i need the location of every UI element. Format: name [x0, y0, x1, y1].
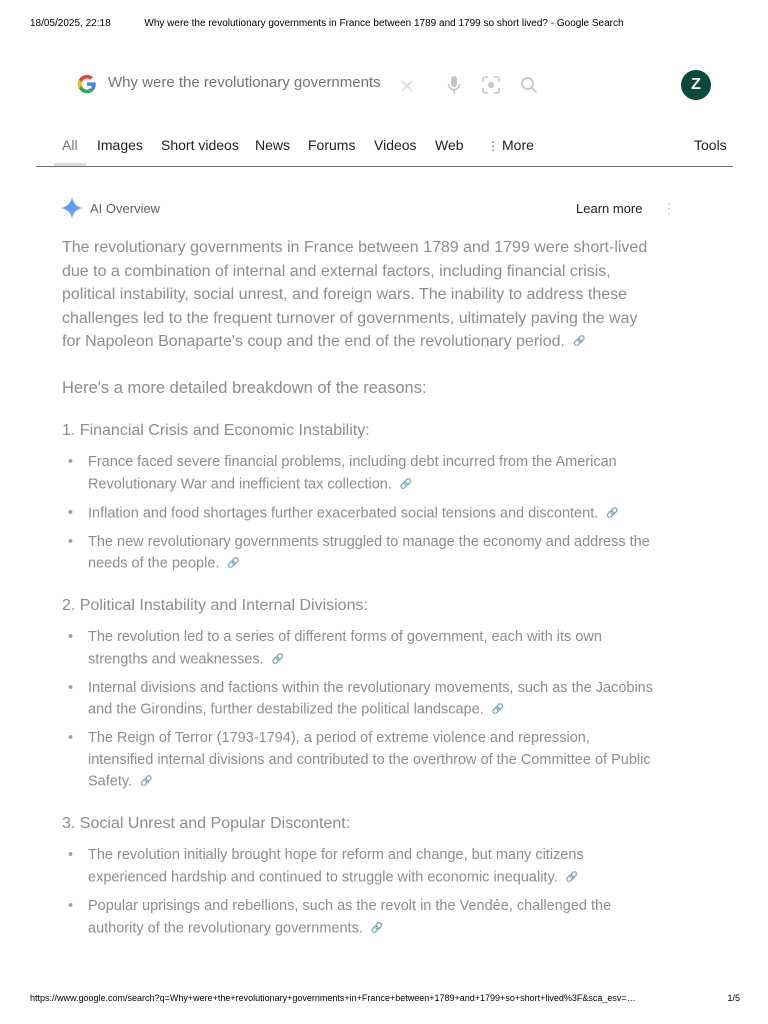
list-item — [88, 452, 654, 496]
lens-icon[interactable] — [480, 74, 502, 96]
list-item — [88, 845, 654, 889]
section-list — [62, 627, 654, 793]
list-item — [88, 532, 654, 576]
link-icon[interactable]: 🔗 — [606, 507, 619, 519]
link-icon[interactable]: 🔗 — [370, 922, 384, 934]
section-list — [62, 452, 654, 575]
list-item — [88, 503, 654, 525]
link-icon[interactable]: 🔗 — [140, 776, 153, 788]
clear-icon[interactable] — [396, 75, 418, 97]
search-icon[interactable] — [518, 74, 540, 96]
list-item-text: Inflation and food shortages further exacerbated social tensions and discontent. — [88, 505, 599, 522]
tab-more-label: More — [502, 137, 534, 153]
learn-more-link[interactable]: Learn more — [576, 201, 643, 216]
ai-sparkle-icon — [60, 196, 84, 220]
breakdown-heading: Here's a more detailed breakdown of the reasons: — [62, 378, 427, 397]
tab-images[interactable]: Images — [97, 137, 143, 153]
section-heading: 1. Financial Crisis and Economic Instability: — [62, 422, 370, 440]
ai-overview-intro — [62, 236, 654, 354]
print-title: Why were the revolutionary governments in France between 1789 and 1799 so short lived? - Google Search — [144, 18, 624, 29]
tab-web[interactable]: Web — [435, 137, 464, 153]
section-list — [62, 845, 654, 939]
list-item — [88, 678, 654, 722]
list-item-text: Popular uprisings and rebellions, such as the revolt in the Vendée, challenged the authority of the revolutionary governments. — [88, 898, 612, 937]
tab-forums[interactable]: Forums — [308, 137, 356, 153]
list-item-text: France faced severe financial problems, including debt incurred from the American Revolutionary War and inefficient tax collection. — [88, 454, 617, 493]
mic-icon[interactable] — [444, 74, 464, 96]
list-item — [88, 728, 654, 793]
tab-more[interactable] — [487, 137, 534, 153]
list-item-text: The new revolutionary governments struggled to manage the economy and address the needs of the people. — [88, 533, 650, 572]
search-tabs — [36, 137, 733, 167]
tools-button[interactable]: Tools — [694, 137, 727, 153]
list-item-text: The revolution led to a series of different forms of government, each with its own strengths and weaknesses. — [88, 629, 602, 668]
section-heading: 3. Social Unrest and Popular Discontent: — [62, 815, 351, 833]
account-avatar[interactable]: Z — [681, 70, 711, 100]
intro-text: The revolutionary governments in France between 1789 and 1799 were short-lived due to a combination of internal and external factors, including financial crisis, political instability, social unrest, and foreign wars. The inability to address these challenges led to the frequent turnover of governments, ultimately paving the way for Napoleon Bonaparte's coup and the end of the revolutionary period. — [62, 239, 648, 350]
print-date: 18/05/2025, 22:18 — [30, 18, 111, 29]
link-icon[interactable]: 🔗 — [399, 478, 413, 490]
active-tab-indicator — [54, 163, 86, 166]
list-item — [88, 627, 654, 671]
google-logo-icon[interactable] — [76, 73, 98, 95]
link-icon[interactable]: 🔗 — [227, 558, 240, 570]
more-options-icon[interactable]: ⋮ — [662, 200, 676, 216]
list-item-text: The revolution initially brought hope for reform and change, but many citizens experienced hardship and continued to struggle with economic inequality. — [88, 847, 584, 886]
tab-all[interactable]: All — [62, 137, 78, 153]
list-item-text: The Reign of Terror (1793-1794), a period of extreme violence and repression, intensified internal divisions and contributed to the overthrow of the Committee of Public Safety. — [88, 730, 651, 790]
search-input[interactable]: Why were the revolutionary governments — [108, 74, 381, 91]
list-item-text: Internal divisions and factions within the revolutionary movements, such as the Jacobins and the Girondins, further destabilized the political landscape. — [88, 679, 653, 718]
tab-news[interactable]: News — [255, 137, 291, 153]
ai-overview-header — [60, 196, 680, 222]
link-icon[interactable]: 🔗 — [565, 871, 579, 883]
tab-short-videos[interactable]: Short videos — [161, 137, 239, 153]
search-bar — [36, 60, 736, 110]
link-icon[interactable]: 🔗 — [271, 653, 285, 665]
ai-overview-content — [62, 236, 654, 947]
tab-videos[interactable]: Videos — [374, 137, 417, 153]
print-page-number: 1/5 — [727, 993, 740, 1003]
list-item — [88, 896, 654, 940]
link-icon[interactable]: 🔗 — [491, 704, 505, 716]
more-vert-icon: ⋮ — [487, 139, 499, 153]
link-icon[interactable]: 🔗 — [572, 336, 586, 348]
print-url: https://www.google.com/search?q=Why+were+the+revolutionary+governments+in+France+between+1789+and+1799+so+short+lived%3F&sca_esv=… — [30, 993, 636, 1003]
section-heading: 2. Political Instability and Internal Divisions: — [62, 597, 368, 615]
ai-overview-title: AI Overview — [90, 201, 161, 216]
